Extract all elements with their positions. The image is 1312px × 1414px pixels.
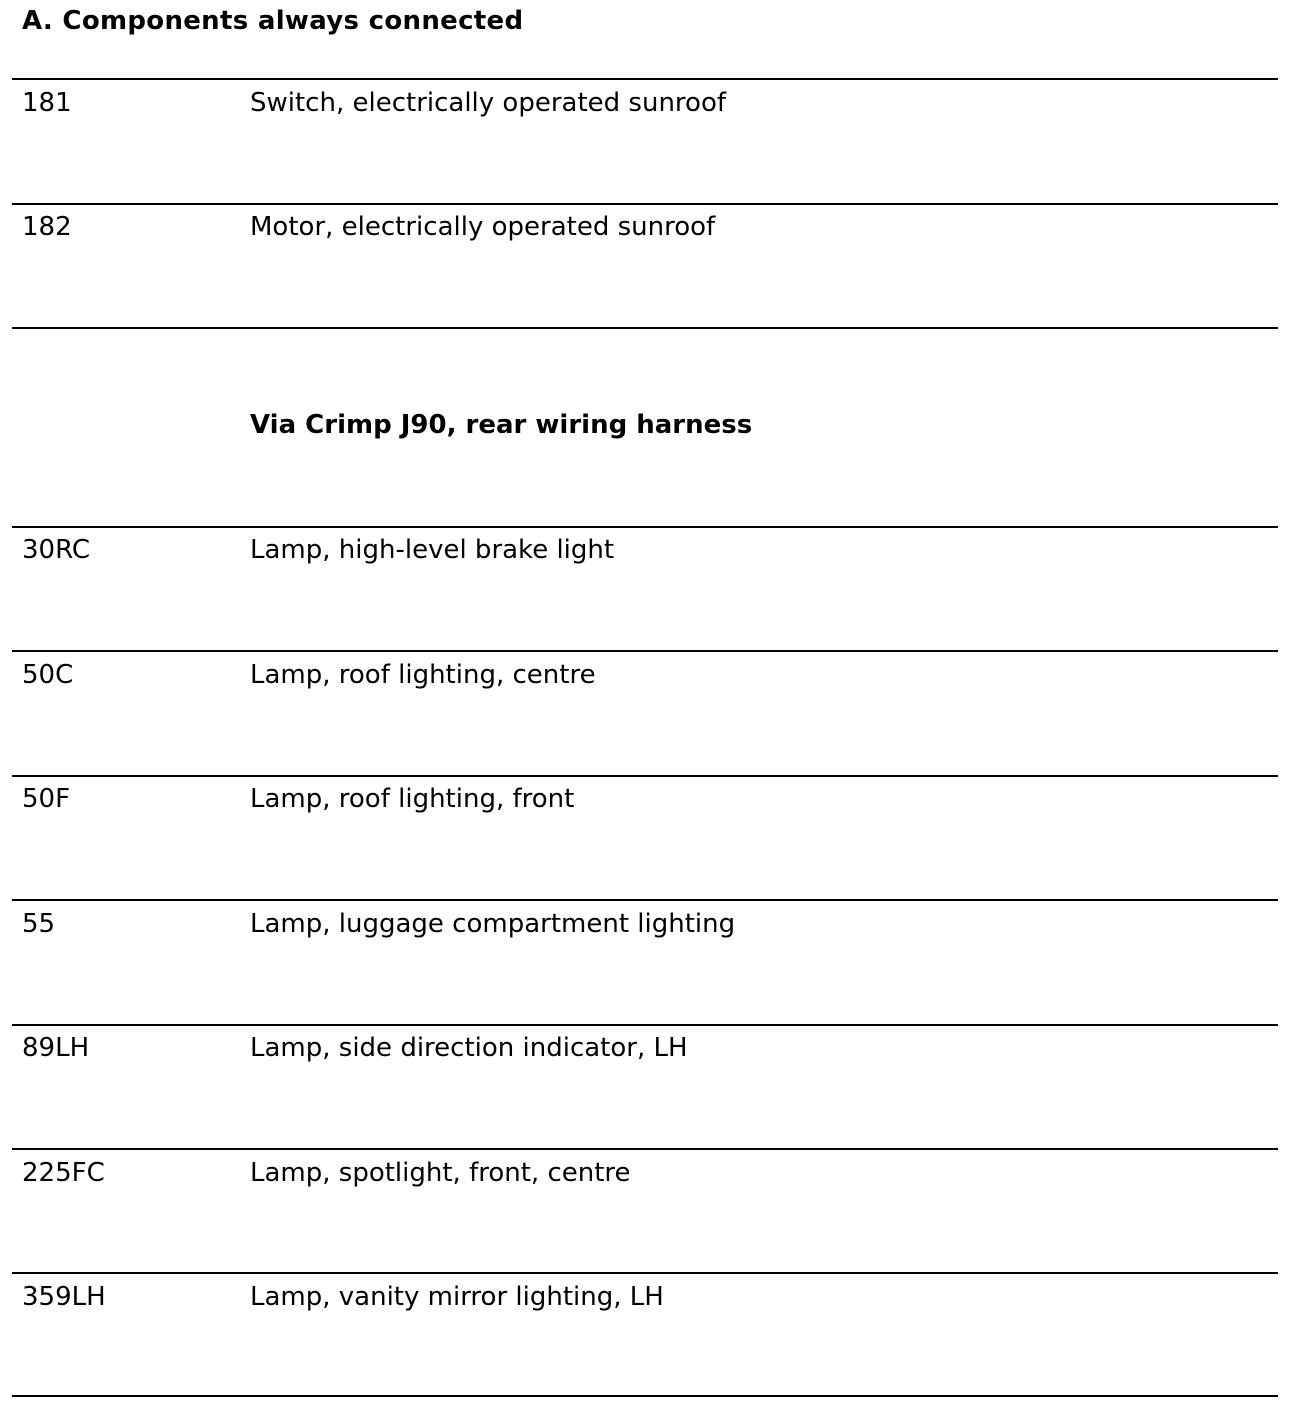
component-description: Lamp, vanity mirror lighting, LH [250,1282,664,1312]
section-heading: A. Components always connected [22,6,524,36]
table-rule [12,327,1278,329]
component-code: 225FC [22,1158,105,1188]
table-rule [12,899,1278,901]
component-code: 55 [22,909,56,939]
component-description: Lamp, spotlight, front, centre [250,1158,631,1188]
component-code: 89LH [22,1033,90,1063]
component-code: 182 [22,212,72,242]
component-description: Lamp, high-level brake light [250,535,615,565]
component-description: Lamp, side direction indicator, LH [250,1033,688,1063]
component-description: Motor, electrically operated sunroof [250,212,716,242]
table-rule [12,1024,1278,1026]
group-subheading: Via Crimp J90, rear wiring harness [250,410,753,440]
component-code: 359LH [22,1282,106,1312]
component-code: 30RC [22,535,91,565]
table-rule [12,78,1278,80]
table-rule [12,650,1278,652]
component-description: Lamp, luggage compartment lighting [250,909,736,939]
component-code: 50C [22,660,74,690]
table-rule [12,1148,1278,1150]
component-description: Lamp, roof lighting, front [250,784,575,814]
component-code: 181 [22,88,72,118]
component-description: Switch, electrically operated sunroof [250,88,727,118]
component-description: Lamp, roof lighting, centre [250,660,596,690]
table-rule [12,203,1278,205]
table-rule [12,1272,1278,1274]
table-rule [12,775,1278,777]
table-rule [12,1395,1278,1397]
component-code: 50F [22,784,71,814]
table-rule [12,526,1278,528]
